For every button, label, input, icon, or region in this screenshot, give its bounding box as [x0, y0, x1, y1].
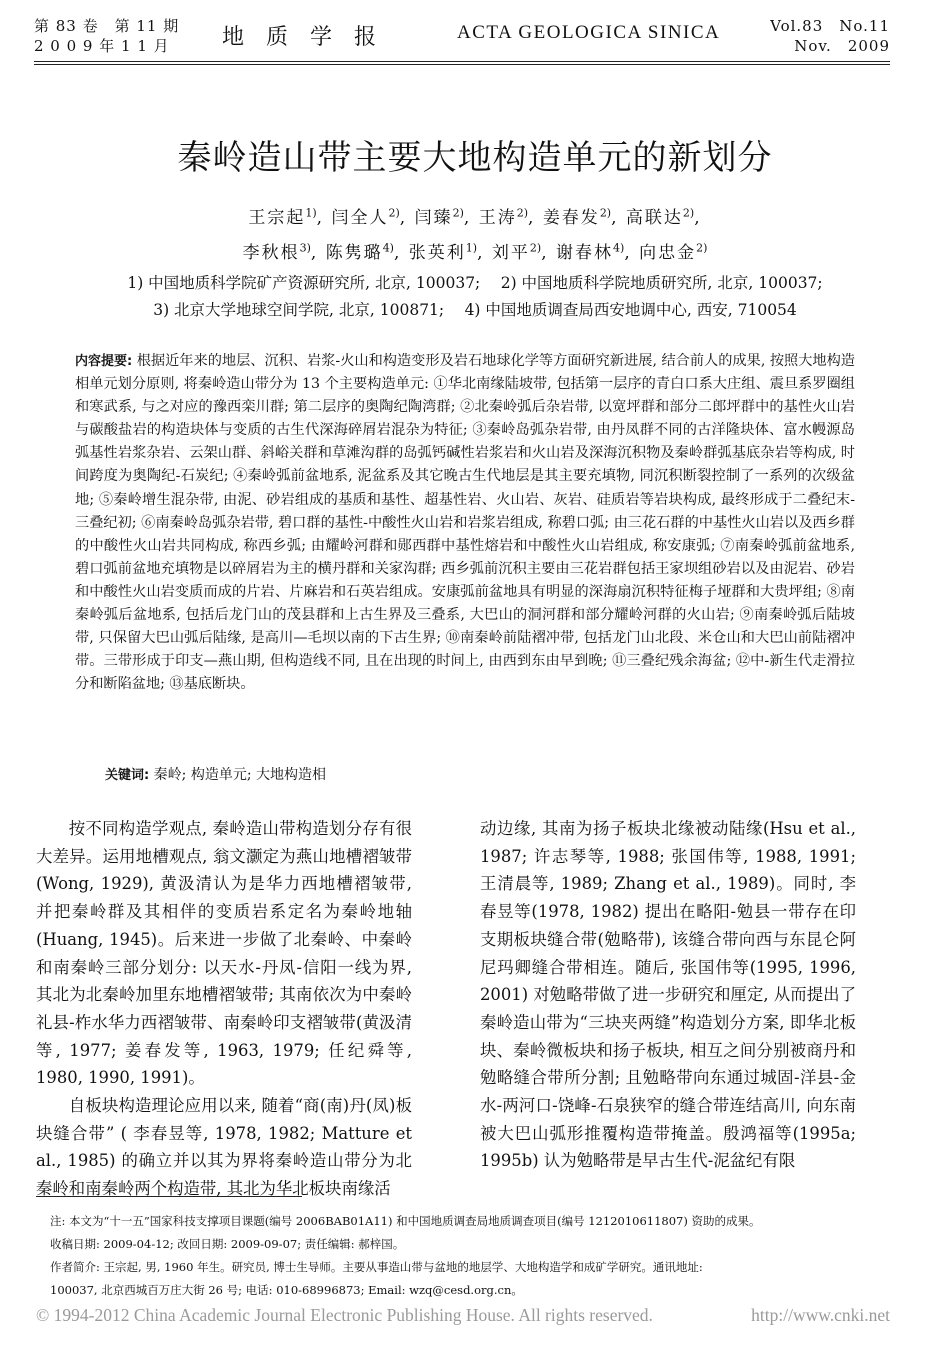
author-line-2: 李秋根$^{3)}$, 陈隽璐$^{4)}$, 张英利$^{1)}$, 刘平$^{2)}$, 谢春林$^{4)}$, 向忠金$^{2)}$	[242, 241, 708, 263]
author: 王宗起	[248, 208, 306, 228]
keywords-label: 关键词:	[105, 768, 150, 783]
body-paragraph: 自板块构造理论应用以来, 随着“商(南)丹(凤)板块缝合带” ( 李春昱等, 1978, 1982; Matture et al., 1985) 的确立并以其为界将秦岭造山带分为北秦岭和南秦岭两个构造带, 其北为华北板块南缘活	[36, 1096, 412, 1199]
keywords-text: 秦岭; 构造单元; 大地构造相	[153, 767, 326, 783]
body-column-right	[480, 815, 856, 1175]
author: 陈隽璐	[325, 243, 383, 263]
volume-issue: 第 83 卷 第 11 期	[34, 17, 180, 35]
keywords	[105, 764, 326, 784]
author: 高联达	[625, 208, 683, 228]
footnotes	[50, 1210, 890, 1302]
abstract	[75, 350, 855, 696]
journal-name-en: ACTA GEOLOGICA SINICA	[457, 22, 721, 43]
footnote-contact: 100037, 北京西城百万庄大街 26 号; 电话: 010-68996873; Email: wzq@cesd.org.cn。	[50, 1283, 523, 1297]
author-affil-mark: 2)	[682, 206, 695, 220]
author-line-1: 王宗起$^{1)}$, 闫全人$^{2)}$, 闫臻$^{2)}$, 王涛$^{2)}$, 姜春发$^{2)}$, 高联达$^{2)}$,	[248, 206, 702, 228]
header-rule	[34, 61, 890, 62]
author: 姜春发	[542, 208, 600, 228]
journal-name-cn: 地质学报	[222, 25, 399, 50]
author: 闫全人	[331, 208, 389, 228]
abstract-text: 根据近年来的地层、沉积、岩浆-火山和构造变形及岩石地球化学等方面研究新进展, 结合前人的成果, 按照大地构造相单元划分原则, 将秦岭造山带分为 13 个主要构造单元: ①华北南缘陆坡带, 包括第一层序的青白口系大庄组、震旦系罗圈组和寒武系, 与之对应的豫西栾川群; 第二层序的奥陶纪陶湾群; ②北秦岭弧后杂岩带, 以宽坪群和部分二郎坪群中的基性火山岩与碳酸盐岩的构造块体与变质的古生代深海碎屑岩混杂为特征; ③秦岭岛弧杂岩带, 由丹凤群不同的古洋隆块体、富水幔源岛弧基性岩浆杂岩、云架山群、斜峪关群和草滩沟群的岛弧钙碱性岩浆岩和火山岩及深海沉积物及秦岭群弧基底杂岩等构成, 时间跨度为奥陶纪-石炭纪; ④秦岭弧前盆地系, 泥盆系及其它晚古生代地层是其主要充填物, 同沉积断裂控制了一系列的次级盆地; ⑤秦岭增生混杂带, 由泥、砂岩组成的基质和基性、超基性岩、火山岩、灰岩、硅质岩等岩块构成, 最终形成于二叠纪末-三叠纪初; ⑥南秦岭岛弧杂岩带, 碧口群的基性-中酸性火山岩和岩浆岩组成, 称碧口弧; 由三花石群的中基性火山岩以及西乡群的中酸性火山岩共同构成, 称西乡弧; 由耀岭河群和郧西群中基性熔岩和中酸性火山岩组成, 称安康弧; ⑦南秦岭弧前盆地系, 碧口弧前盆地充填物是以碎屑岩为主的横丹群和关家沟群; 西乡弧前沉积主要由三花岩群包括王家坝组砂岩以及由泥岩、砂岩和中酸性火山岩变质而成的片岩、片麻岩和石英岩组成。安康弧前盆地具有明显的深海扇沉积特征梅子垭群和大贵坪组; ⑧南秦岭弧后盆地系, 包括后龙门山的茂县群和上古生界及三叠系, 大巴山的洞河群和部分耀岭河群的火山岩; ⑨南秦岭弧后陆坡带, 只保留大巴山弧后陆缘, 是高川—毛坝以南的下古生界; ⑩南秦岭前陆褶冲带, 包括龙门山北段、米仓山和大巴山前陆褶冲带。三带形成于印支—燕山期, 但构造线不同, 且在出现的时间上, 由西到东由早到晚; ⑪三叠纪残余海盆; ⑫中-新生代走滑拉分和断陷盆地; ⑬基底断块。	[75, 353, 855, 693]
footnote-rule	[36, 1196, 302, 1197]
author: 李秋根	[242, 243, 300, 263]
author: 闫臻	[414, 208, 453, 228]
author-affil-mark: 2)	[529, 241, 542, 255]
body-paragraph: 动边缘, 其南为扬子板块北缘被动陆缘(Hsu et al., 1987; 许志琴等, 1988; 张国伟等, 1988, 1991; 王清晨等, 1989; Zhang et al., 1989)。同时, 李春昱等(1978, 1982) 提出在略阳-勉县一带存在印支期板块缝合带(勉略带), 该缝合带向西与东昆仑阿尼玛卿缝合带相连。随后, 张国伟等(1995, 1996, 2001) 对勉略带做了进一步研究和厘定, 从而提出了秦岭造山带为“三块夹两缝”构造划分方案, 即华北板块、秦岭微板块和扬子板块, 相互之间分别被商丹和勉略缝合带所分割; 且勉略带向东通过城固-洋县-金水-两河口-饶峰-石泉狭窄的缝合带连结高川, 向东南被大巴山弧形推覆构造带掩盖。殷鸿福等(1995a; 1995b) 认为勉略带是早古生代-泥盆纪有限	[480, 819, 856, 1171]
author-affil-mark: 2)	[388, 206, 400, 220]
author: 张英利	[408, 243, 466, 263]
abstract-label: 内容提要:	[75, 354, 133, 369]
author-affil-mark: 3)	[299, 241, 311, 255]
author: 王涛	[478, 208, 517, 228]
body-column-left	[36, 815, 412, 1203]
issue-date: 2 0 0 9 年 1 1 月	[34, 37, 170, 55]
issue-info-en	[770, 16, 890, 56]
author-affil-mark: 1)	[465, 241, 478, 255]
footnote-funding: 注: 本文为“十一五”国家科技支撑项目课题(编号 2006BAB01A11) 和中国地质调查局地质调查项目(编号 1212010611807) 资助的成果。	[50, 1214, 761, 1228]
cnki-link[interactable]: http://www.cnki.net	[751, 1305, 890, 1325]
author-affil-mark: 2)	[696, 241, 708, 255]
author: 向忠金	[639, 243, 697, 263]
issue-info	[34, 16, 179, 56]
paper-title: 秦岭造山带主要大地构造单元的新划分	[177, 138, 773, 178]
vol-no: Vol.83 No.11	[770, 17, 890, 35]
footnote-author-bio: 作者简介: 王宗起, 男, 1960 年生。研究员, 博士生导师。主要从事造山带与盆地的地层学、大地构造学和成矿学研究。通讯地址:	[50, 1260, 703, 1274]
footnote-dates: 收稿日期: 2009-04-12; 改回日期: 2009-09-07; 责任编辑: 郝梓国。	[50, 1237, 405, 1251]
author-affil-mark: 1)	[305, 206, 317, 220]
affiliation-line-2: 3) 北京大学地球空间学院, 北京, 100871; 4) 中国地质调查局西安地调中心, 西安, 710054	[153, 301, 797, 319]
month-year: Nov. 2009	[794, 37, 890, 55]
author: 刘平	[491, 243, 530, 263]
author-affil-mark: 2)	[599, 206, 612, 220]
header-rule-thin	[34, 64, 890, 65]
copyright-notice: © 1994-2012 China Academic Journal Electronic Publishing House. All rights reserved.	[36, 1305, 653, 1325]
author-affil-mark: 4)	[613, 241, 625, 255]
affiliation-line-1: 1) 中国地质科学院矿产资源研究所, 北京, 100037; 2) 中国地质科学院地质研究所, 北京, 100037;	[127, 274, 823, 292]
author-affil-mark: 2)	[452, 206, 464, 220]
author-affil-mark: 4)	[382, 241, 394, 255]
author-affil-mark: 2)	[516, 206, 528, 220]
author: 谢春林	[556, 243, 614, 263]
body-paragraph: 按不同构造学观点, 秦岭造山带构造划分存有很大差异。运用地槽观点, 翁文灏定为燕山地槽褶皱带(Wong, 1929), 黄汲清认为是华力西地槽褶皱带, 并把秦岭群及其相伴的变质岩系定名为秦岭地轴(Huang, 1945)。后来进一步做了北秦岭、中秦岭和南秦岭三部分划分: 以天水-丹凤-信阳一线为界, 其北为北秦岭加里东地槽褶皱带; 其南依次为中秦岭礼县-柞水华力西褶皱带、南秦岭印支褶皱带(黄汲清等, 1977; 姜春发等, 1963, 1979; 任纪舜等, 1980, 1990, 1991)。	[36, 819, 412, 1088]
